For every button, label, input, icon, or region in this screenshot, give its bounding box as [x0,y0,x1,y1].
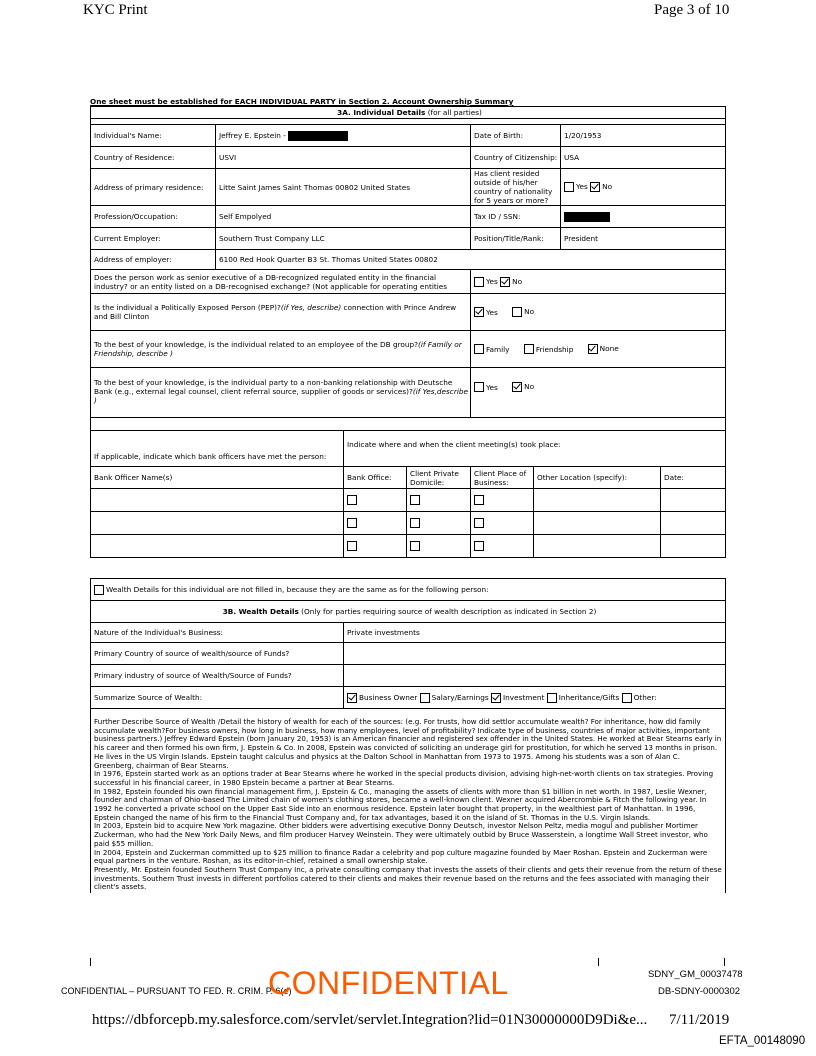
pep-answer: Yes No [471,294,726,331]
section-3b-header: 3B. Wealth Details (Only for parties requiring source of wealth description as indicated in Section 2) [91,601,726,623]
business-checkbox[interactable] [474,518,484,528]
confidential-stamp: CONFIDENTIAL [268,965,509,1001]
bates-number-2: DB-SDNY-0000302 [658,986,741,997]
summary-options: Business Owner Salary/Earnings Investment Inheritance/Gifts Other: [344,687,726,709]
individual-details-table [90,106,726,440]
nonbanking-yes-checkbox[interactable] [474,382,484,392]
domicile-checkbox[interactable] [410,518,420,528]
domicile-checkbox[interactable] [410,541,420,551]
table-row [91,512,726,535]
senior-exec-yes-checkbox[interactable] [474,277,484,287]
col-other-location: Other Location (specify): [534,467,661,489]
dob-label: Date of Birth: [471,125,561,147]
country-source-label: Primary Country of source of wealth/source of Funds? [91,643,344,665]
nonbanking-no-checkbox[interactable] [512,382,522,392]
profession-label: Profession/Occupation: [91,206,216,228]
table-continuation-line [724,958,725,966]
address-label: Address of primary residence: [91,169,216,206]
other-checkbox[interactable] [622,693,632,703]
employer-address-label: Address of employer: [91,250,216,270]
col-client-business: Client Place of Business: [471,467,534,489]
nature-label: Nature of the Individual's Business: [91,623,344,643]
nonbanking-question: To the best of your knowledge, is the individual party to a non-banking relationship with Deutsche Bank (e.g., external legal counsel, client referral source, supplier of goods or services)?(if Yes,describe ) [91,368,471,418]
citizenship-label: Country of Citizenship: [471,147,561,169]
print-url: https://dbforcepb.my.salesforce.com/servlet/servlet.Integration?lid=01N30000000D9Di&e... [92,1012,648,1028]
bank-office-checkbox[interactable] [347,495,357,505]
name-label: Individual's Name: [91,125,216,147]
resided-no-checkbox[interactable] [590,182,600,192]
print-date: 7/11/2019 [669,1012,730,1028]
address-value: Litte Saint James Saint Thomas 00802 United States [216,169,471,206]
table-continuation-line [598,958,599,966]
none-checkbox[interactable] [588,344,598,354]
residence-value: USVI [216,147,471,169]
domicile-checkbox[interactable] [410,495,420,505]
tax-value [561,206,726,228]
nonbanking-answer: Yes No [471,368,726,418]
meeting-question: Indicate where and when the client meeting(s) took place: [344,431,726,467]
industry-source-value [344,665,726,687]
resided-question: Has client resided outside of his/her country of nationality for 5 years or more? [471,169,561,206]
col-bank-office: Bank Office: [344,467,407,489]
table-row [91,535,726,558]
business-checkbox[interactable] [474,541,484,551]
senior-exec-answer: Yes No [471,270,726,294]
salary-checkbox[interactable] [420,693,430,703]
employer-address-value: 6100 Red Hook Quarter B3 St. Thomas United States 00802 [216,250,726,270]
business-checkbox[interactable] [474,495,484,505]
wealth-same-checkbox[interactable] [94,585,104,595]
related-question: To the best of your knowledge, is the individual related to an employee of the DB group?(if Family or Friendship, describe ) [91,331,471,368]
employer-value: Southern Trust Company LLC [216,228,471,250]
bank-office-checkbox[interactable] [347,518,357,528]
col-client-domicile: Client Private Domicile: [407,467,471,489]
profession-value: Self Empolyed [216,206,471,228]
position-value: President [561,228,726,250]
name-value: Jeffrey E. Epstein - [216,125,471,147]
wealth-same-as-row: Wealth Details for this individual are not filled in, because they are the same as for the following person: [91,579,726,601]
efta-number: EFTA_00148090 [719,1035,806,1047]
business-owner-checkbox[interactable] [347,693,357,703]
friendship-checkbox[interactable] [524,344,534,354]
page-number: Page 3 of 10 [654,2,730,18]
wealth-details-table [90,578,726,893]
table-continuation-line [90,958,91,966]
residence-label: Country of Residence: [91,147,216,169]
col-officer-name: Bank Officer Name(s) [91,467,344,489]
senior-exec-no-checkbox[interactable] [500,277,510,287]
redaction-bar [288,131,348,141]
industry-source-label: Primary industry of source of Wealth/Source of Funds? [91,665,344,687]
inheritance-checkbox[interactable] [547,693,557,703]
officers-question: If applicable, indicate which bank officers have met the person: [91,431,344,467]
tax-label: Tax ID / SSN: [471,206,561,228]
pep-question: Is the individual a Politically Exposed Person (PEP)?(if Yes, describe) connection with Prince Andrew and Bill Clinton [91,294,471,331]
pep-yes-checkbox[interactable] [474,307,484,317]
citizenship-value: USA [561,147,726,169]
sheet-instruction: One sheet must be established for EACH INDIVIDUAL PARTY in Section 2. Account Ownership Summary [90,97,514,106]
related-answer: Family Friendship None [471,331,726,368]
table-row [91,489,726,512]
resided-answer: Yes No [561,169,726,206]
senior-exec-question: Does the person work as senior executive of a DB-recognized regulated entity in the financial industry? or an entity listed on a DB-recognised exchange? (Not applicable for operating entities [91,270,471,294]
confidential-notice: CONFIDENTIAL – PURSUANT TO FED. R. CRIM. P. 6(e) [61,986,292,996]
dob-value: 1/20/1953 [561,125,726,147]
resided-yes-checkbox[interactable] [564,182,574,192]
bates-number-1: SDNY_GM_00037478 [648,969,743,980]
bank-officer-table [90,430,726,558]
section-3a-header: 3A. Individual Details (for all parties) [91,107,726,119]
nature-value: Private investments [344,623,726,643]
family-checkbox[interactable] [474,344,484,354]
redaction-bar [564,212,610,222]
pep-no-checkbox[interactable] [512,307,522,317]
summary-label: Summarize Source of Wealth: [91,687,344,709]
page-header-title: KYC Print [83,2,148,18]
wealth-description: Further Describe Source of Wealth /Detail the history of wealth for each of the sources: (e.g. For trusts, how did settlor accumulate wealth? For inheritance, how did family accumulate wealth?For business owners, how long in business, how many employees, level of profitability? Indicate type of business, countries of major activities, important business partners.) Jeffrey Edward Epstein (born January 20, 1953) is an American financier and registered sex offender in the United States. He worked at Bear Stearns early in his career and then formed his own firm, J. Epstein & Co. In 2008, Epstein was convicted of soliciting an underage girl for prostitution, for which he served 13 months in prison. He lives in the US Virgin Islands. Epstein taught calculus and physics at the Dalton School in Manhattan from 1973 to 1975. Among his students was a son of Alan C. Greenberg, chairman of Bear Stearns. In 1976, Epstein started work as an options trader at Bear Stearns where he worked in the special products division, advising high-net-worth clients on tax strategies. Proving successful in his financial career, in 1980 Epstein became a partner at Bear Stearns. In 1982, Epstein founded his own financial management firm, J. Epstein & Co., managing the assets of clients with more than $1 billion in net worth. In 1987, Leslie Wexner, founder and chairman of Ohio-based The Limited chain of women's clothing stores, became a well-known client. Wexner acquired Abercrombie & Fitch the following year. In 1992 he converted a private school on the Upper East Side into an enormous residence. Epstein later bought that property, in the wealthiest part of Manhattan. In 1996, Epstein changed the name of his firm to the Financial Trust Company and, for tax advantages, based it on the island of St. Thomas in the U.S. Virgin Islands. In 2003, Epstein bid to acquire New York magazine. Other bidders were advertising executive Donny Deutsch, investor Nelson Peltz, media mogul and publisher Mortimer Zuckerman, who had the New York Daily News, and film producer Harvey Weinstein. They were ultimately outbid by Bruce Wasserstein, a longtime Wall Street investor, who paid $55 million. In 2004, Epstein and Zuckerman committed up to $25 million to finance Radar a celebrity and pop culture magazine founded by Maer Roshan. Epstein and Zuckerman were equal partners in the venture. Roshan, as its editor-in-chief, retained a small ownership stake. Presently, Mr. Epstein founded Southern Trust Company Inc, a private consulting company that invests the assets of their clients and gets their revenue from the return of these investments. Southern Trust invests in different portfolios catered to their clients and makes their revenue based on the returns and the fees associated with managing their client's assets. [91,709,726,894]
investment-checkbox[interactable] [491,693,501,703]
country-source-value [344,643,726,665]
employer-label: Current Employer: [91,228,216,250]
position-label: Position/Title/Rank: [471,228,561,250]
col-date: Date: [661,467,726,489]
bank-office-checkbox[interactable] [347,541,357,551]
